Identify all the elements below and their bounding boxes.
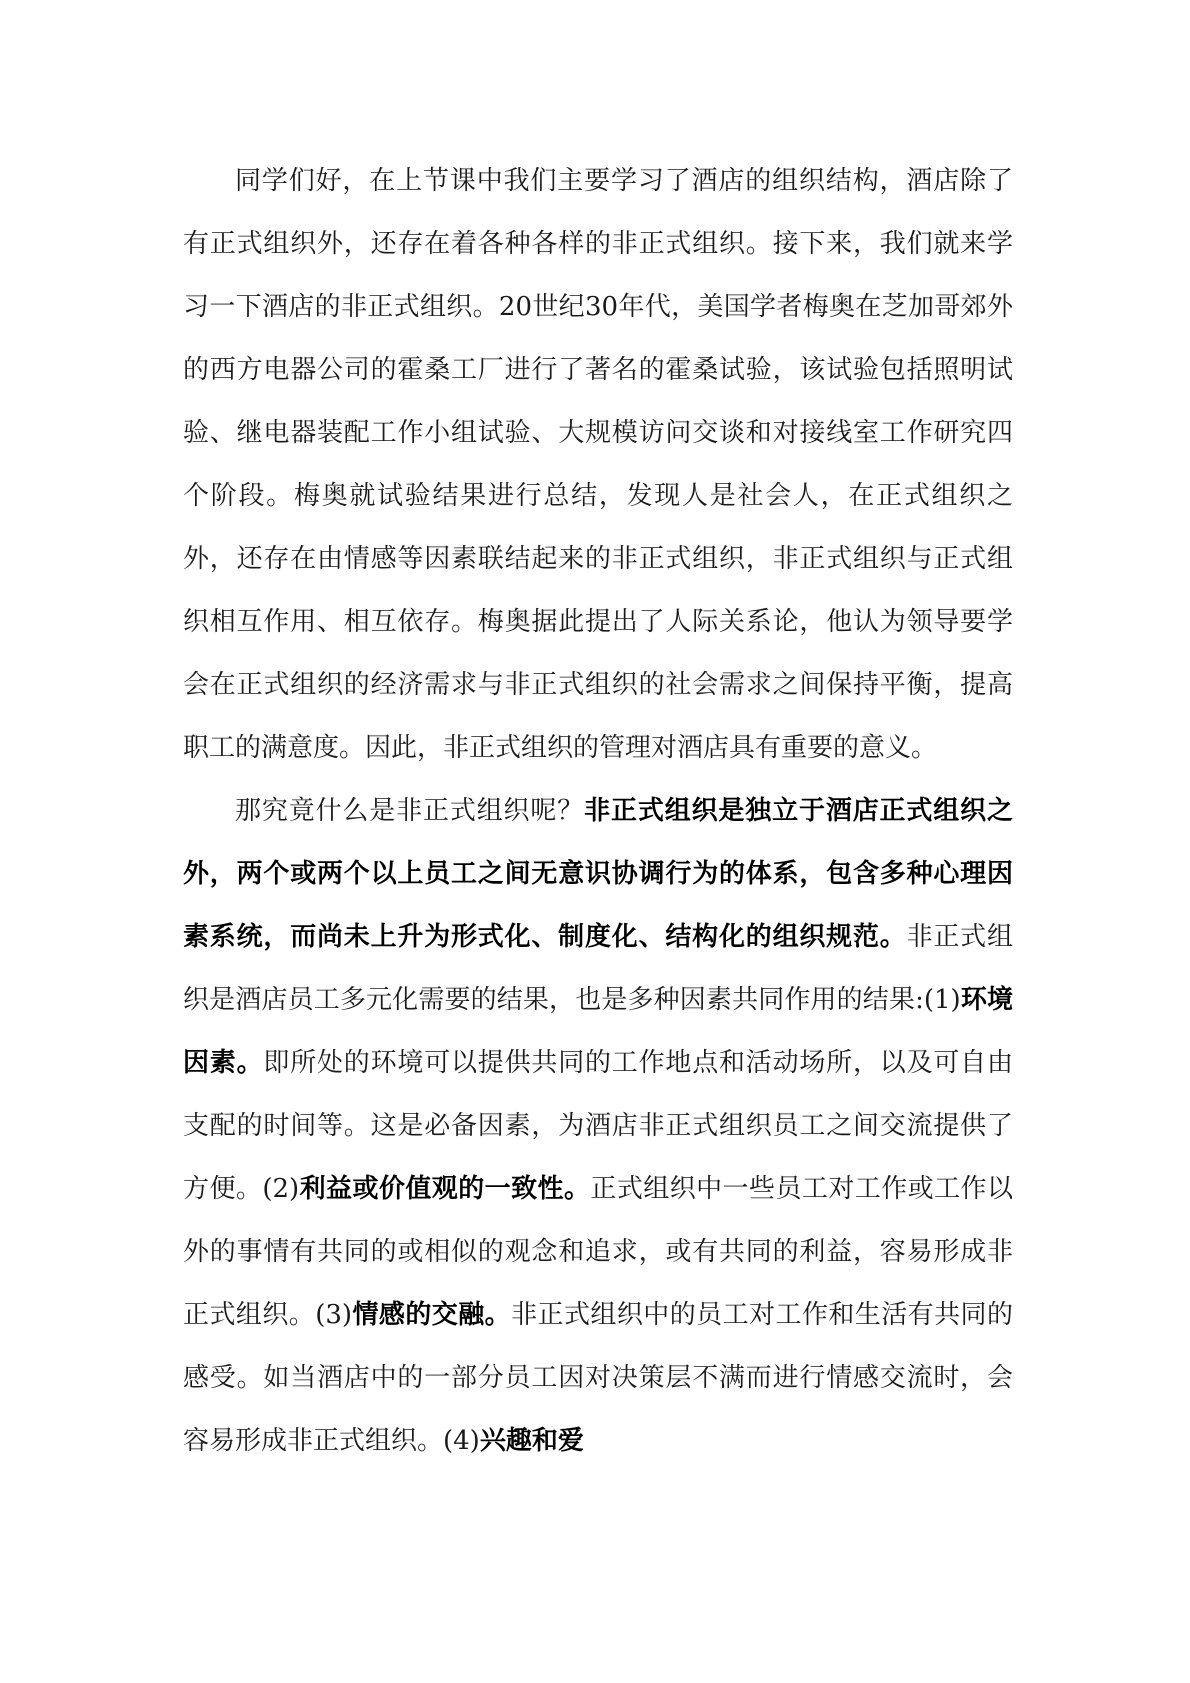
bold-factor-hobby: 兴趣和爱 — [479, 1426, 584, 1456]
paragraph-intro-text: 同学们好，在上节课中我们主要学习了酒店的组织结构，酒店除了有正式组织外，还存在着各种各样的非正式组织。接下来，我们就来学习一下酒店的非正式组织。20世纪30年代，美国学者梅奥在芝加哥郊外的西方电器公司的霍桑工厂进行了著名的霍桑试验，该试验包括照明试验、继电器装配工作小组试验、大规模访问交谈和对接线室工作研究四个阶段。梅奥就试验结果进行总结，发现人是社会人，在正式组织之外，还存在由情感等因素联结起来的非正式组织，非正式组织与正式组织相互作用、相互依存。梅奥据此提出了人际关系论，他认为领导要学会在正式组织的经济需求与非正式组织的社会需求之间保持平衡，提高职工的满意度。因此，非正式组织的管理对酒店具有重要的意义。 — [183, 166, 1013, 763]
text-run: 非正式组织是酒店员工多元化需要的结果，也是多种因素共同作用的结果:(1) — [183, 922, 1013, 1015]
bold-definition: 非正式组织是独立于酒店正式组织之外，两个或两个以上员工之间无意识协调行为的体系，包含多种心理因素系统，而尚未上升为形式化、制度化、结构化的组织规范。 — [183, 796, 1013, 952]
text-run: 正式组织中一些员工对工作或工作以外的事情有共同的或相似的观念和追求，或有共同的利益，容易形成非正式组织。(3) — [183, 1174, 1013, 1330]
paragraph-intro — [183, 150, 1013, 780]
text-run: 即所处的环境可以提供共同的工作地点和活动场所，以及可自由支配的时间等。这是必备因素，为酒店非正式组织员工之间交流提供了方便。(2) — [183, 1048, 1013, 1204]
paragraph-definition — [183, 780, 1013, 1473]
document-body — [183, 150, 1013, 1473]
bold-factor-environment: 环境因素。 — [183, 985, 1013, 1078]
text-run: 那究竟什么是非正式组织呢？ — [235, 796, 585, 826]
bold-factor-emotion: 情感的交融。 — [352, 1300, 512, 1330]
bold-factor-interest-values: 利益或价值观的一致性。 — [299, 1174, 591, 1204]
text-run: 非正式组织中的员工对工作和生活有共同的感受。如当酒店中的一部分员工因对决策层不满而进行情感交流时，会容易形成非正式组织。(4) — [183, 1300, 1013, 1456]
